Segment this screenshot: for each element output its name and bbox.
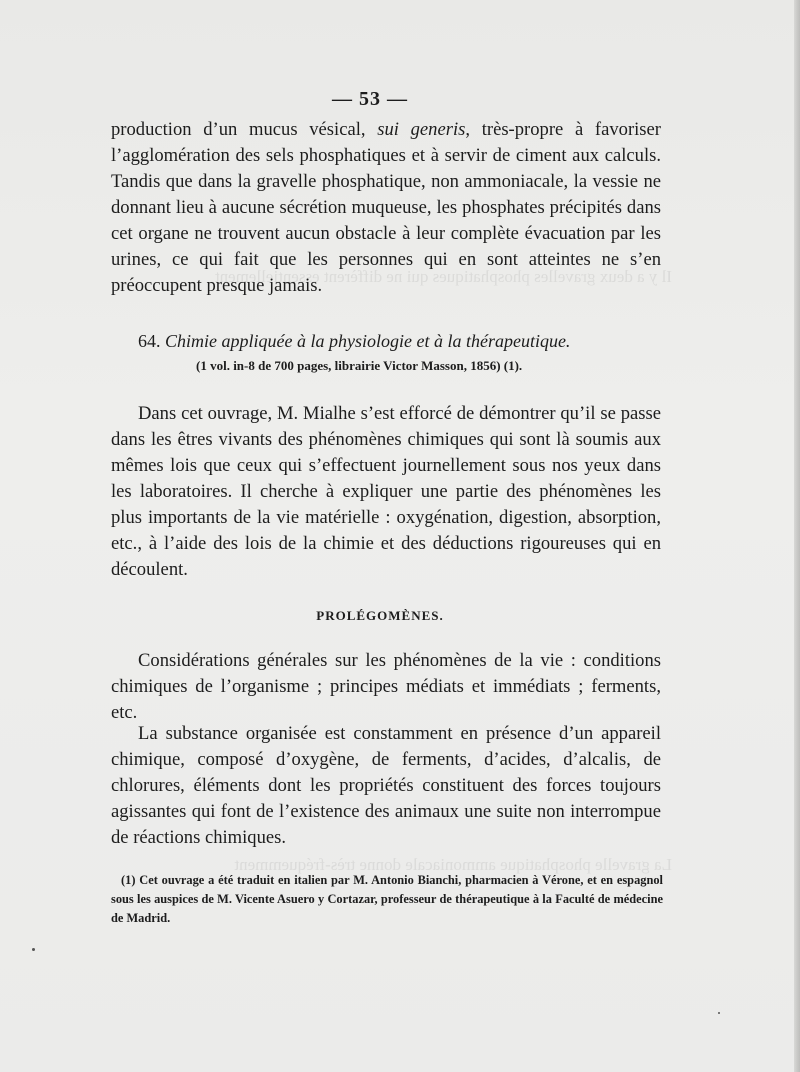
paragraph-continuation [111, 117, 661, 299]
entry-number: 64. [138, 331, 161, 351]
p1-text-start: production d’un mucus vésical, [111, 119, 378, 140]
p1-text-end: , très-propre à favoriser l’agglomération des sels phosphatiques et à servir de ciment aux calculs. Tandis que dans la gravelle phosphatique, non ammoniacale, la vessie ne donnant lieu à aucune sécrétion muqueuse, les phosphates précipités dans cet organe ne trouvent aucun obstacle à leur complète évacuation par les urines, ce qui fait que les personnes qui en sont atteintes ne s’en préoccupent presque jamais. [111, 119, 661, 296]
scan-speck [718, 1012, 720, 1014]
p1-italic-term: sui generis [377, 119, 466, 140]
bleed-through-text-lower: La gravelle phosphatique ammoniacale donne très-fréquemment [234, 855, 672, 874]
entry-bibliographic-note: (1 vol. in-8 de 700 pages, librairie Victor Masson, 1856) (1). [196, 358, 523, 373]
scan-speck [32, 948, 35, 951]
page-number: — 53 — [332, 88, 408, 110]
page-edge [794, 0, 800, 1072]
section-heading: PROLÉGOMÈNES. [316, 608, 444, 623]
footnote: (1) Cet ouvrage a été traduit en italien par M. Antonio Bianchi, pharmacien à Vérone, et en espagnol sous les auspices de M. Vicente Asuero y Cortazar, professeur de thérapeutique à la Faculté de médecine de Madrid. [111, 873, 663, 925]
paragraph-substance: La substance organisée est constamment en présence d’un appareil chimique, composé d’oxygène, de ferments, d’acides, d’alcalis, de chlorures, éléments dont les propriétés constituent des forces toujours agissantes qui font de l’existence des animaux une suite non interrompue de réactions chimiques. [111, 723, 661, 848]
entry-heading [138, 330, 638, 352]
entry-title: Chimie appliquée à la physiologie et à la thérapeutique. [165, 331, 571, 351]
paragraph-intro: Dans cet ouvrage, M. Mialhe s’est efforcé de démontrer qu’il se passe dans les êtres vivants des phénomènes chimiques qui sont là soumis aux mêmes lois que ceux qui s’effectuent journellement sous nos yeux dans les laboratoires. Il cherche à expliquer une partie des phénomènes les plus importants de la vie matérielle : oxygénation, digestion, absorption, etc., à l’aide des lois de la chimie et des déductions rigoureuses qui en découlent. [111, 403, 661, 580]
bleed-through-text: Il y a deux gravelles phosphatiques qui ne diffèrent essentiellement [214, 267, 672, 286]
paragraph-considerations: Considérations générales sur les phénomènes de la vie : conditions chimiques de l’organisme ; principes médiats et immédiats ; ferments, etc. [111, 650, 661, 723]
